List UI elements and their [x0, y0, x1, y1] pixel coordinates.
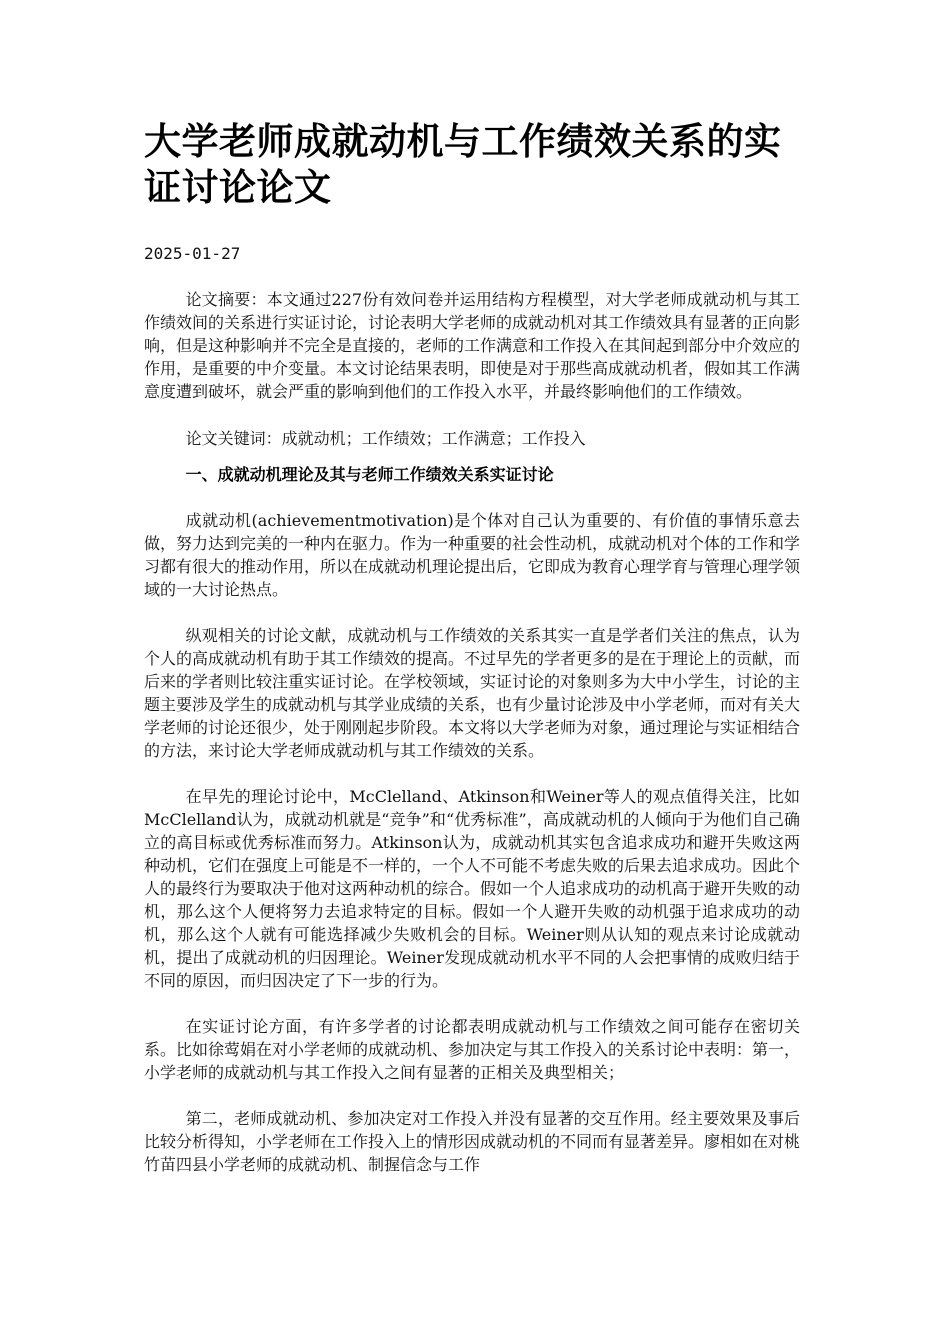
document-title: 大学老师成就动机与工作绩效关系的实证讨论论文: [144, 119, 782, 209]
section-heading: 一、成就动机理论及其与老师工作绩效关系实证讨论: [185, 465, 554, 484]
body-paragraph: 第二，老师成就动机、参加决定对工作投入并没有显著的交互作用。经主要效果及事后比较分析得知，小学老师在工作投入上的情形因成就动机的不同而有显著差异。廖相如在对桃竹苗四县小学老师的成就动机、制握信念与工作: [144, 1109, 801, 1174]
body-paragraph: 在实证讨论方面，有许多学者的讨论都表明成就动机与工作绩效之间可能存在密切关系。比如徐莺娟在对小学老师的成就动机、参加决定与其工作投入的关系讨论中表明：第一，小学老师的成就动机与其工作投入之间有显著的正相关及典型相关；: [144, 1017, 801, 1082]
abstract-paragraph: 论文摘要：本文通过227份有效问卷并运用结构方程模型，对大学老师成就动机与其工作绩效间的关系进行实证讨论，讨论表明大学老师的成就动机对其工作绩效具有显著的正向影响，但是这种影响并不完全是直接的，老师的工作满意和工作投入在其间起到部分中介效应的作用，是重要的中介变量。本文讨论结果表明，即使是对于那些高成就动机者，假如其工作满意度遭到破坏，就会严重的影响到他们的工作投入水平，并最终影响他们的工作绩效。: [144, 290, 801, 401]
body-paragraph: 在早先的理论讨论中，McClelland、Atkinson和Weiner等人的观点值得关注，比如McClelland认为，成就动机就是“竞争”和“优秀标准”，高成就动机的人倾向于为他们自己确立的高目标或优秀标准而努力。Atkinson认为，成就动机其实包含追求成功和避开失败这两种动机，它们在强度上可能是不一样的，一个人不可能不考虑失败的后果去追求成功。因此个人的最终行为要取决于他对这两种动机的综合。假如一个人追求成功的动机高于避开失败的动机，那么这个人便将努力去追求特定的目标。假如一个人避开失败的动机强于追求成功的动机，那么这个人就有可能选择减少失败机会的目标。Weiner则从认知的观点来讨论成就动机，提出了成就动机的归因理论。Weiner发现成就动机水平不同的人会把事情的成败归结于不同的原因，而归因决定了下一步的行为。: [144, 787, 801, 990]
document-body: [144, 118, 800, 1176]
publish-date: 2025-01-27: [144, 244, 241, 263]
keywords-paragraph: 论文关键词：成就动机；工作绩效；工作满意；工作投入: [185, 429, 586, 448]
body-paragraph: 成就动机(achievementmotivation)是个体对自己认为重要的、有价值的事情乐意去做，努力达到完美的一种内在驱力。作为一种重要的社会性动机，成就动机对个体的工作和学习都有很大的推动作用，所以在成就动机理论提出后，它即成为教育心理学育与管理心理学领域的一大讨论热点。: [144, 511, 801, 599]
body-paragraph: 纵观相关的讨论文献，成就动机与工作绩效的关系其实一直是学者们关注的焦点，认为个人的高成就动机有助于其工作绩效的提高。不过早先的学者更多的是在于理论上的贡献，而后来的学者则比较注重实证讨论。在学校领域，实证讨论的对象则多为大中小学生，讨论的主题主要涉及学生的成就动机与其学业成绩的关系，也有少量讨论涉及中小学老师，而对有关大学老师的讨论还很少，处于刚刚起步阶段。本文将以大学老师为对象，通过理论与实证相结合的方法，来讨论大学老师成就动机与其工作绩效的关系。: [144, 626, 801, 760]
